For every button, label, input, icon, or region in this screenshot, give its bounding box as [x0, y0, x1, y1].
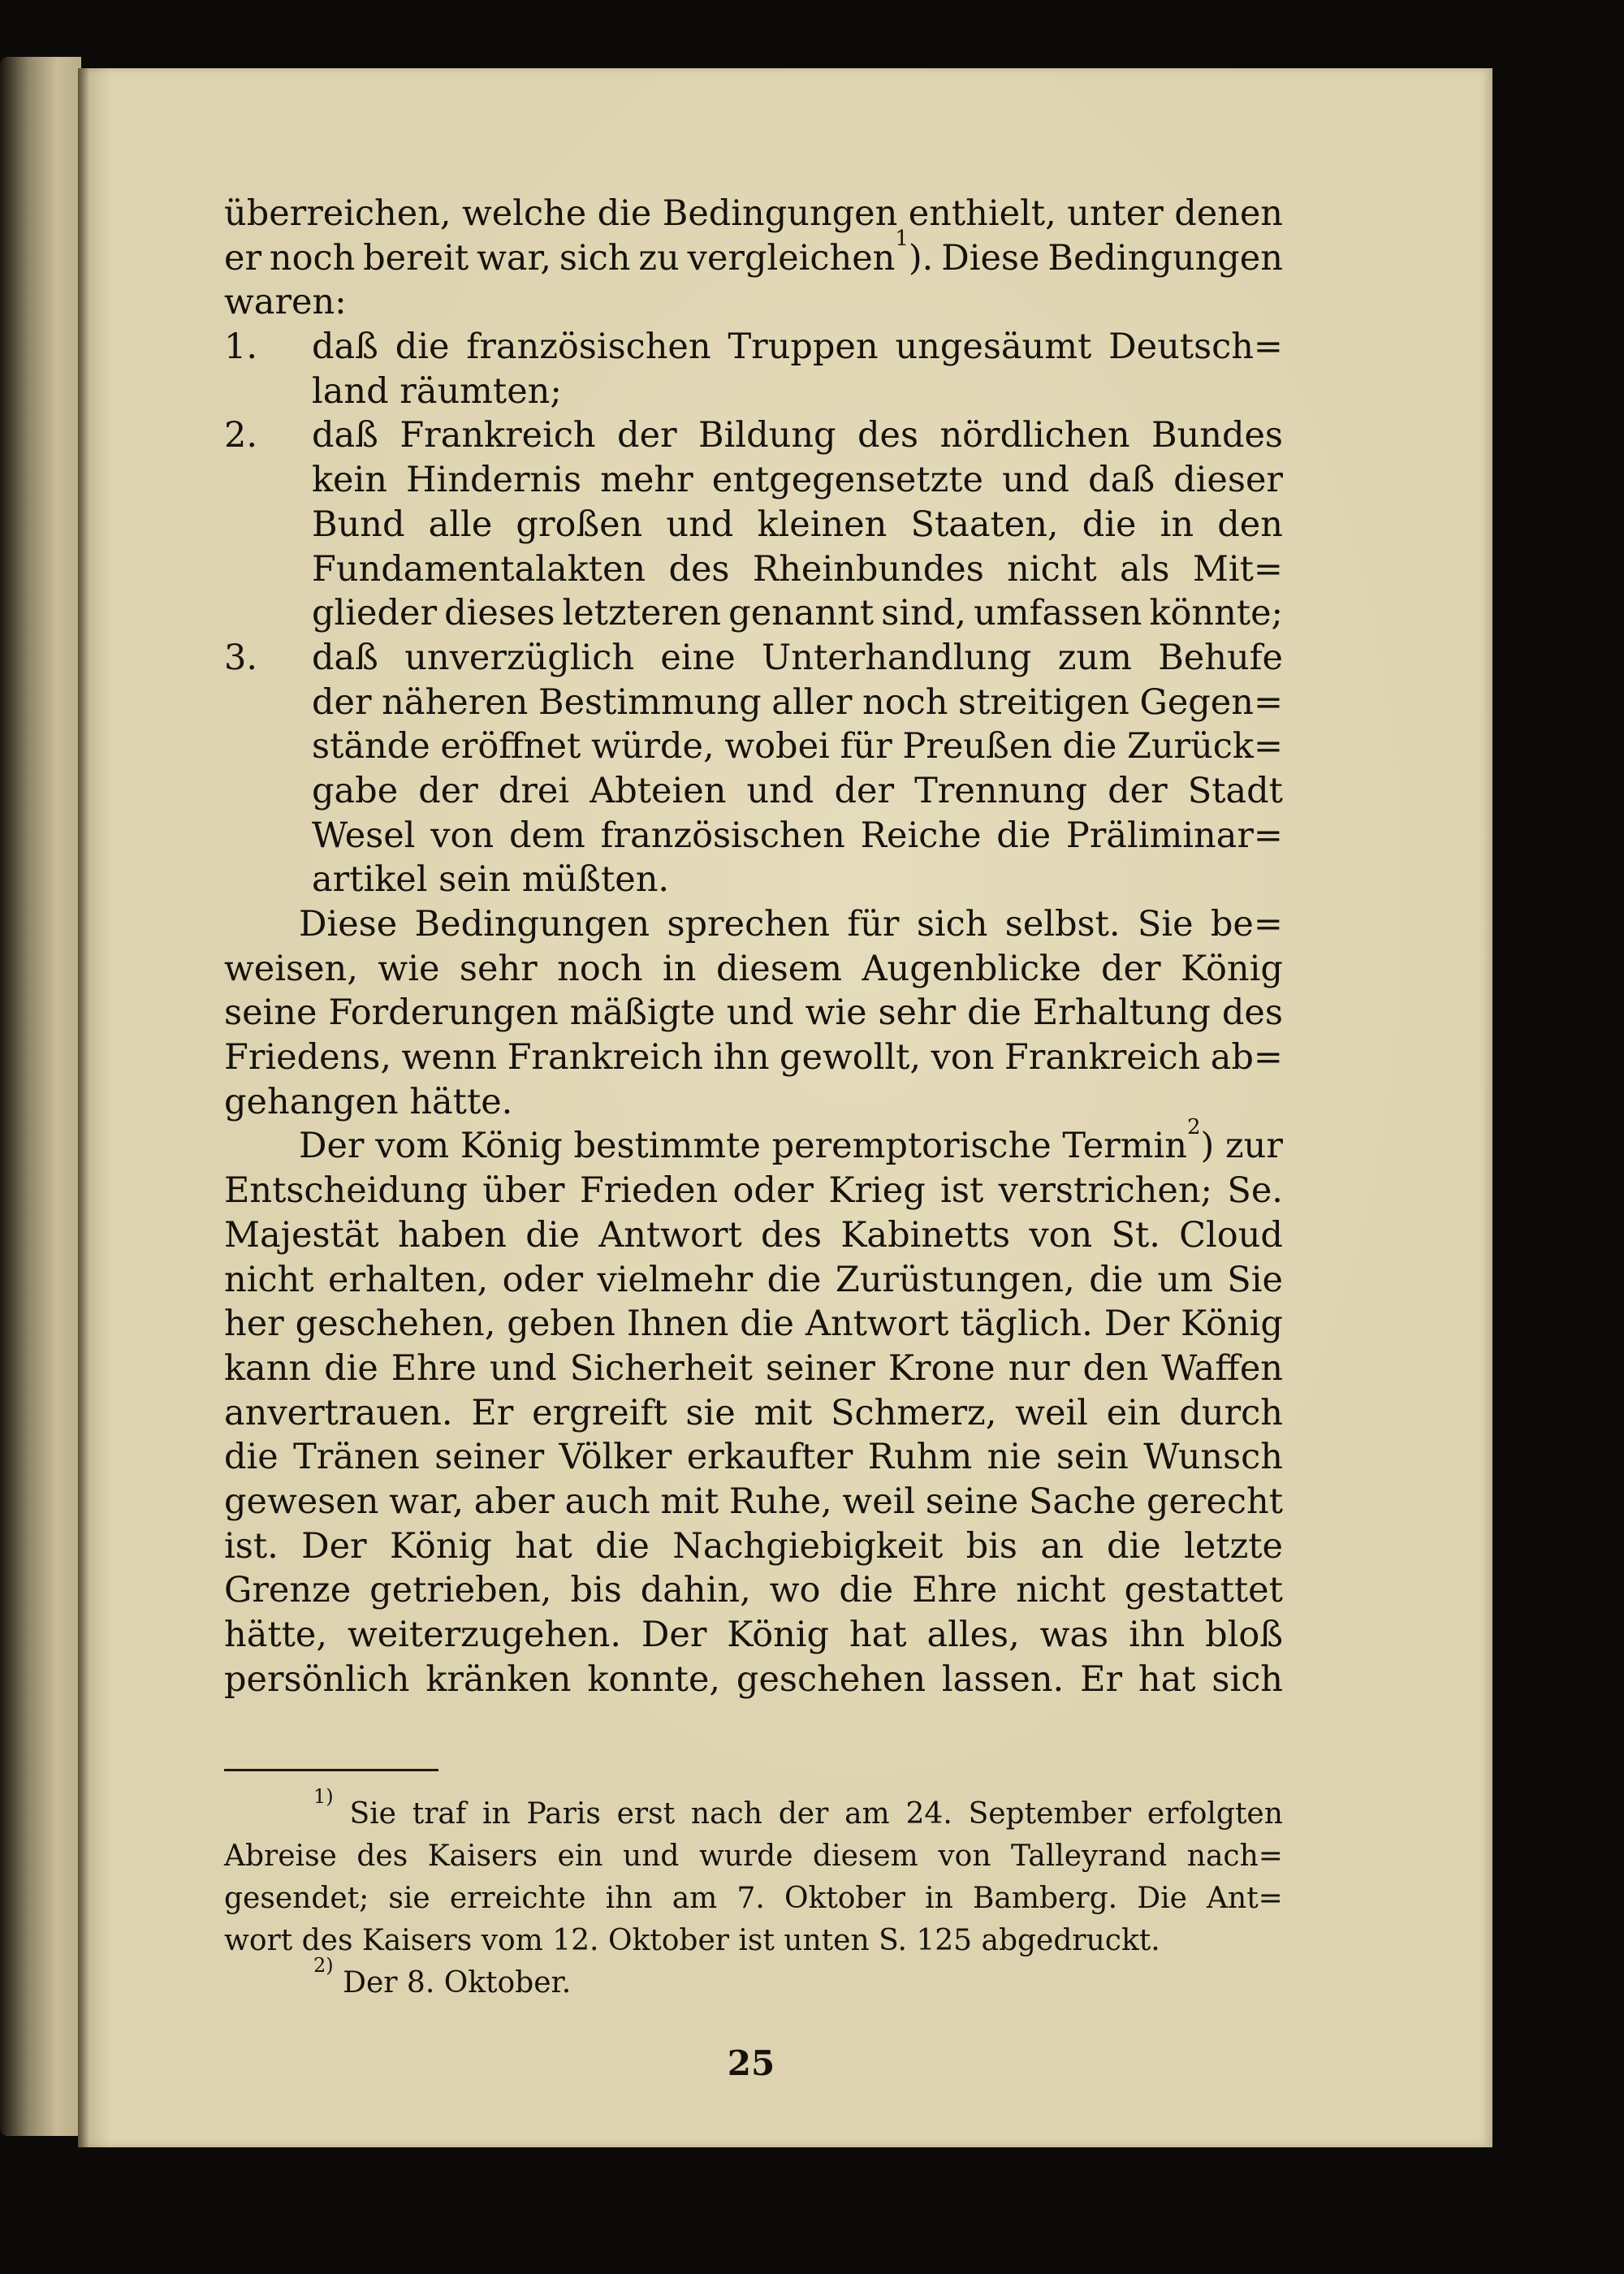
text-line: seine Forderungen mäßigte und wie sehr die Erhaltung des	[224, 992, 1283, 1034]
text-line: Friedens, wenn Frankreich ihn gewollt, von Frankreich ab=	[224, 1037, 1283, 1079]
footnote-ref-1: 1	[895, 227, 909, 252]
list-item-line: kein Hindernis mehr entgegensetzte und daß dieser	[312, 460, 1283, 501]
page-number: 25	[727, 2043, 775, 2083]
list-item-line: Bund alle großen und kleinen Staaten, die in den	[312, 504, 1283, 545]
text-line: anvertrauen. Er ergreift sie mit Schmerz, weil ein durch	[224, 1392, 1283, 1433]
footnotes	[224, 1785, 1283, 2004]
list-item-line: stände eröffnet würde, wobei für Preußen die Zurück=	[312, 726, 1283, 767]
text-line: Entscheidung über Frieden oder Krieg ist verstrichen; Se.	[224, 1170, 1283, 1212]
text-line: ist. Der König hat die Nachgiebigkeit bis an die letzte	[224, 1525, 1283, 1567]
list-item-line: Wesel von dem französischen Reiche die Präliminar=	[312, 815, 1283, 856]
text-line: Der vom König bestimmte peremptorische Termin$^2$) zur	[299, 1115, 1283, 1167]
page-gutter-shadow	[78, 68, 89, 2147]
left-page-edge	[0, 57, 81, 2136]
footnote-line: $^{1)}$ Sie traf in Paris erst nach der am 24. September erfolgten	[313, 1785, 1283, 1831]
list-number: 2.	[224, 415, 258, 456]
text-line: gewesen war, aber auch mit Ruhe, weil seine Sache gerecht	[224, 1481, 1283, 1522]
text-line: Grenze getrieben, bis dahin, wo die Ehre nicht gestattet	[224, 1570, 1283, 1611]
footnote-marker: 1)	[313, 1785, 334, 1808]
footnote-ref-2: 2	[1186, 1115, 1201, 1140]
text-line: persönlich kränken konnte, geschehen lassen. Er hat sich	[224, 1658, 1283, 1700]
list-number: 3.	[224, 637, 258, 678]
footnote-line: wort des Kaisers vom 12. Oktober ist unten S. 125 abgedruckt.	[224, 1924, 1160, 1957]
list-item-line: gabe der drei Abteien und der Trennung der Stadt	[312, 770, 1283, 811]
list-item-line: 2. daß Frankreich der Bildung des nördlichen Bundes	[224, 413, 1283, 458]
footnote-divider	[224, 1769, 438, 1771]
list-item-line: glieder dieses letzteren genannt sind, umfassen könnte;	[312, 593, 1283, 634]
list-item-line: 1. daß die französischen Truppen ungesäumt Deutsch=	[224, 325, 1283, 370]
text-line: er noch bereit war, sich zu vergleichen$^1$). Diese Bedingungen	[224, 227, 1283, 279]
list-item-line: artikel sein müßten.	[312, 859, 670, 901]
text-line: gehangen hätte.	[224, 1081, 513, 1122]
text-line: Majestät haben die Antwort des Kabinetts von St. Cloud	[224, 1214, 1283, 1256]
footnote-marker: 2)	[313, 1954, 334, 1977]
list-number: 1.	[224, 326, 258, 368]
footnote-line: gesendet; sie erreichte ihn am 7. Oktober in Bamberg. Die Ant=	[224, 1882, 1283, 1915]
list-item-line: Fundamentalakten des Rheinbundes nicht als Mit=	[312, 548, 1283, 590]
footnote-line: Abreise des Kaisers ein und wurde diesem von Talleyrand nach=	[224, 1840, 1283, 1873]
text-line: kann die Ehre und Sicherheit seiner Krone nur den Waffen	[224, 1347, 1283, 1389]
list-item-line: 3. daß unverzüglich eine Unterhandlung zum Behufe	[224, 636, 1283, 681]
list-item-line: land räumten;	[312, 370, 562, 412]
text-line: Diese Bedingungen sprechen für sich selbst. Sie be=	[299, 904, 1283, 945]
text-line: her geschehen, geben Ihnen die Antwort täglich. Der König	[224, 1303, 1283, 1345]
text-line: überreichen, welche die Bedingungen enthielt, unter denen	[224, 193, 1283, 234]
footnote-line: $^{2)}$ Der 8. Oktober.	[313, 1954, 572, 1999]
text-line: nicht erhalten, oder vielmehr die Zurüstungen, die um Sie	[224, 1259, 1283, 1300]
text-line: weisen, wie sehr noch in diesem Augenblicke der König	[224, 948, 1283, 989]
text-line: die Tränen seiner Völker erkaufter Ruhm nie sein Wunsch	[224, 1437, 1283, 1478]
text-line: hätte, weiterzugehen. Der König hat alles, was ihn bloß	[224, 1615, 1283, 1655]
list-item-line: der näheren Bestimmung aller noch streitigen Gegen=	[312, 681, 1283, 723]
text-line: waren:	[224, 282, 347, 323]
main-text	[224, 192, 1283, 1701]
